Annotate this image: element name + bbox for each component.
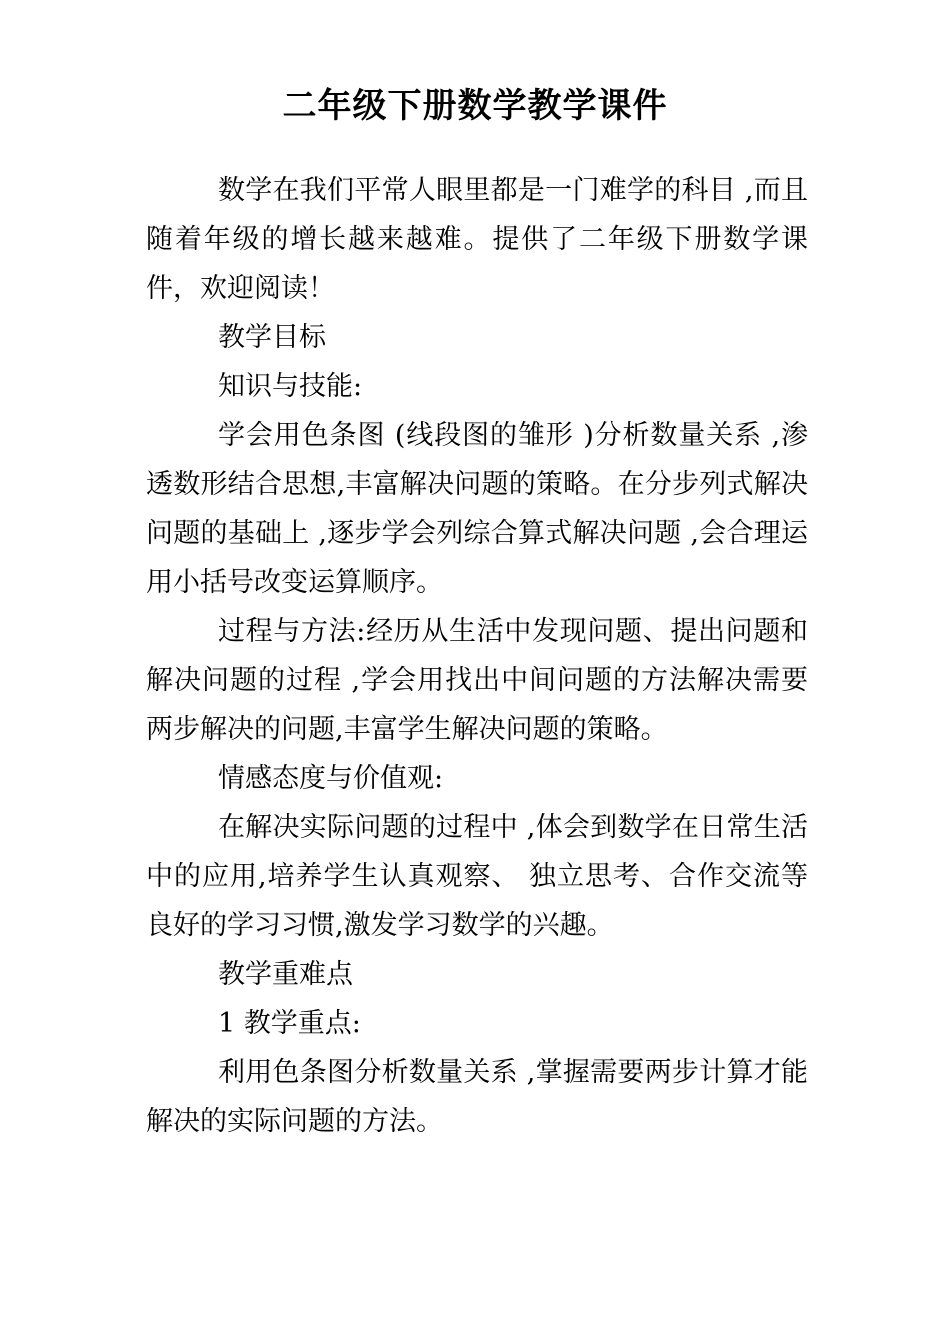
paragraph-process-method: 过程与方法:经历从生活中发现问题、提出问题和解决问题的过程 ,学会用找出中间问题的方法解决需要两步解决的问题,丰富学生解决问题的策略。 bbox=[146, 616, 808, 745]
subheading-emotion-values: 情感态度与价值观: bbox=[218, 763, 444, 794]
paragraph-emotion-values: 在解决实际问题的过程中 ,体会到数学在日常生活中的应用,培养学生认真观察、 独立思考、合作交流等良好的学习习惯,激发学习数学的兴趣。 bbox=[146, 812, 808, 941]
document-title: 二年级下册数学教学课件 bbox=[282, 86, 668, 126]
paragraph-knowledge-skills: 学会用色条图 (线段图的雏形 )分析数量关系 ,渗透数形结合思想,丰富解决问题的策略。在分步列式解决问题的基础上 ,逐步学会列综合算式解决问题 ,会合理运用小括号改变运算顺序。 bbox=[146, 420, 808, 598]
intro-paragraph: 数学在我们平常人眼里都是一门难学的科目 ,而且随着年级的增长越来越难。提供了二年级下册数学课件，欢迎阅读！ bbox=[146, 175, 808, 304]
document-body bbox=[146, 166, 808, 1146]
paragraph-key-points: 利用色条图分析数量关系 ,掌握需要两步计算才能解决的实际问题的方法。 bbox=[146, 1057, 808, 1137]
subheading-knowledge-skills: 知识与技能: bbox=[218, 371, 363, 402]
section-heading-teaching-goals: 教学目标 bbox=[218, 322, 326, 353]
subheading-key-points: 1 教学重点: bbox=[218, 1008, 361, 1039]
section-heading-key-difficulties: 教学重难点 bbox=[218, 959, 353, 990]
